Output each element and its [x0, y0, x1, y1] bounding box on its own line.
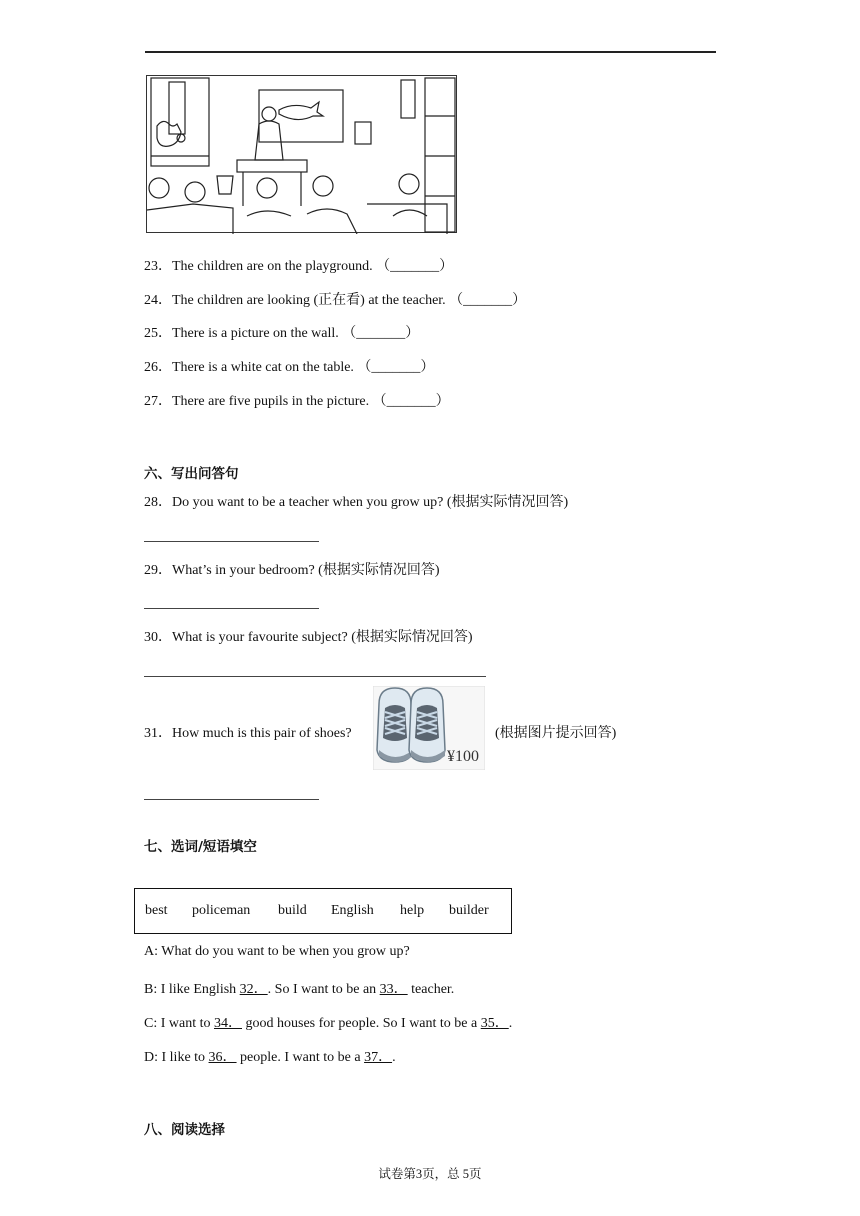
dialogue-text: D: I like to: [144, 1050, 209, 1065]
shoes-picture: [373, 686, 485, 770]
question-30: 30．What is your favourite subject? (根据实际情况回答): [144, 630, 473, 645]
dialogue-text: . So I want to be an: [267, 982, 380, 997]
dialogue-text: .: [392, 1050, 396, 1065]
word-bank-item: English: [331, 903, 374, 918]
section-7-title: 七、选词/短语填空: [144, 839, 257, 855]
blank-32[interactable]: 32．: [239, 982, 268, 997]
word-bank-item: policeman: [192, 903, 251, 918]
question-27: 27．There are five pupils in the picture. （_______）: [144, 394, 450, 409]
dialogue-text: good houses for people. So I want to be a: [242, 1016, 481, 1031]
page-footer: 试卷第3页，总 5页: [378, 1167, 482, 1181]
dialogue-text: .: [508, 1016, 513, 1031]
blank-37[interactable]: 37．: [364, 1050, 393, 1065]
dialogue-text: people. I want to be a: [236, 1050, 365, 1065]
price-label: ¥100: [447, 748, 479, 765]
dialogue-text: C: I want to: [144, 1016, 214, 1031]
word-bank: [134, 888, 512, 934]
word-bank-item: best: [145, 903, 168, 918]
blank-36[interactable]: 36．: [208, 1050, 237, 1065]
dialogue-line-a: A: What do you want to be when you grow up?: [144, 944, 410, 959]
question-29: 29．What’s in your bedroom? (根据实际情况回答): [144, 563, 440, 578]
question-31-hint: (根据图片提示回答): [495, 726, 617, 741]
word-bank-item: build: [278, 903, 307, 918]
question-31: 31．How much is this pair of shoes?: [144, 726, 352, 741]
section-6-title: 六、写出问答句: [144, 466, 239, 482]
question-24: 24．The children are looking (正在看) at the teacher. （_______）: [144, 293, 527, 308]
dialogue-line-c: [144, 1012, 512, 1032]
dialogue-line-d: [144, 1046, 396, 1066]
word-bank-item: builder: [449, 903, 489, 918]
question-25: 25．There is a picture on the wall. （_______）: [144, 326, 420, 341]
section-8-title: 八、阅读选择: [144, 1122, 225, 1138]
dialogue-text: B: I like English: [144, 982, 240, 997]
question-23: 23．The children are on the playground. （_______）: [144, 259, 454, 274]
word-bank-item: help: [400, 903, 425, 918]
dialogue-line-b: [144, 978, 454, 998]
answer-line-30[interactable]: [144, 676, 486, 677]
question-26: 26．There is a white cat on the table. （_______）: [144, 360, 435, 375]
answer-line-31[interactable]: [144, 799, 319, 800]
answer-line-29[interactable]: [144, 608, 319, 609]
answer-line-28[interactable]: [144, 541, 319, 542]
header-rule: [145, 51, 716, 53]
classroom-illustration: [146, 75, 457, 233]
question-28: 28．Do you want to be a teacher when you grow up? (根据实际情况回答): [144, 495, 569, 510]
dialogue-text: teacher.: [407, 982, 455, 997]
blank-34[interactable]: 34．: [214, 1016, 242, 1031]
blank-33[interactable]: 33．: [379, 982, 408, 997]
blank-35[interactable]: 35．: [480, 1016, 509, 1031]
